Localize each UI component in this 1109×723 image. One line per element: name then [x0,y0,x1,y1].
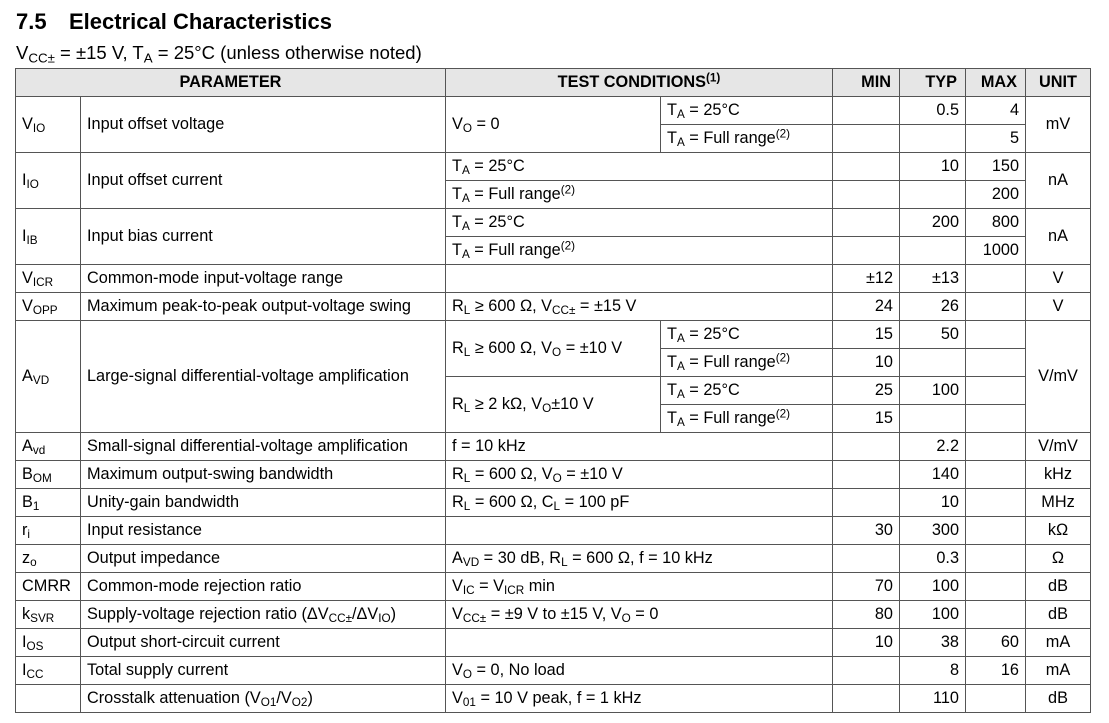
header-test-conditions: TEST CONDITIONS$^{(1)}$ [446,69,833,97]
unit-value: dB [1026,601,1091,629]
unit-value: MHz [1026,489,1091,517]
temp-condition: $T_A = 25^\circ C$ [661,321,833,349]
temp-condition: $T_A = 25^\circ C$ [661,97,833,125]
param-symbol: $I_{IB}$ [16,209,81,265]
table-row [16,461,1091,489]
min-value [833,433,900,461]
max-value [966,517,1026,545]
param-symbol: $V_{OPP}$ [16,293,81,321]
max-value [966,321,1026,349]
max-value: 150 [966,153,1026,181]
min-value: 80 [833,601,900,629]
min-value: 25 [833,377,900,405]
min-value [833,489,900,517]
test-condition: $R_L \ge 600$ Ω, $V_{CC\pm} = \pm 15$ V [446,293,833,321]
param-symbol: $z_o$ [16,545,81,573]
param-symbol: $A_{vd}$ [16,433,81,461]
param-symbol: $I_{OS}$ [16,629,81,657]
min-value: 15 [833,321,900,349]
param-symbol: $V_{ICR}$ [16,265,81,293]
unit-value: kHz [1026,461,1091,489]
temp-condition: $T_A$ = Full range$^{(2)}$ [661,125,833,153]
param-description: Common-mode rejection ratio [81,573,446,601]
test-condition: $R_L = 600$ Ω, $C_L = 100$ pF [446,489,833,517]
unit-value: mA [1026,657,1091,685]
section-title [16,9,332,35]
max-value [966,405,1026,433]
min-value [833,181,900,209]
param-symbol: $k_{SVR}$ [16,601,81,629]
table-row [16,321,1091,349]
max-value [966,433,1026,461]
param-symbol: $B_{OM}$ [16,461,81,489]
unit-value: dB [1026,573,1091,601]
typ-value: 140 [900,461,966,489]
min-value [833,125,900,153]
unit-value: V [1026,265,1091,293]
temp-condition: $T_A$ = Full range$^{(2)}$ [661,349,833,377]
max-value: 16 [966,657,1026,685]
temp-condition: $T_A = 25^\circ C$ [661,377,833,405]
max-value [966,293,1026,321]
param-description: Total supply current [81,657,446,685]
min-value: 70 [833,573,900,601]
min-value [833,97,900,125]
param-description: Crosstalk attenuation $(V_{O1}/V_{O2})$ [81,685,446,713]
typ-value [900,125,966,153]
global-conditions: $V_{CC\pm} = \pm 15$ V, $T_A = 25^\circ C$ (unless otherwise noted) [16,42,422,66]
table-row [16,573,1091,601]
param-description: Maximum peak-to-peak output-voltage swing [81,293,446,321]
typ-value: 100 [900,573,966,601]
typ-value: 100 [900,377,966,405]
min-value [833,237,900,265]
typ-value: 110 [900,685,966,713]
test-condition [446,265,833,293]
header-max: MAX [966,69,1026,97]
min-value: 10 [833,349,900,377]
table-row [16,657,1091,685]
max-value: 5 [966,125,1026,153]
typ-value [900,237,966,265]
unit-value: Ω [1026,545,1091,573]
table-row [16,433,1091,461]
typ-value: 10 [900,489,966,517]
header-parameter: PARAMETER [16,69,446,97]
table-row [16,293,1091,321]
max-value: 800 [966,209,1026,237]
max-value [966,349,1026,377]
min-value: 30 [833,517,900,545]
table-row [16,601,1091,629]
table-row [16,209,1091,237]
test-condition: $T_A$ = Full range$^{(2)}$ [446,237,833,265]
min-value [833,545,900,573]
param-symbol: $A_{VD}$ [16,321,81,433]
max-value: 60 [966,629,1026,657]
table-row [16,545,1091,573]
param-description: Input resistance [81,517,446,545]
typ-value: 2.2 [900,433,966,461]
max-value [966,489,1026,517]
typ-value [900,349,966,377]
param-description: Small-signal differential-voltage amplification [81,433,446,461]
param-description: Supply-voltage rejection ratio $(\Delta V_{CC\pm}/\Delta V_{IO})$ [81,601,446,629]
test-condition: $V_O = 0$ [446,97,661,153]
header-row [16,69,1091,97]
unit-value: mA [1026,629,1091,657]
unit-value: nA [1026,209,1091,265]
max-value [966,377,1026,405]
typ-value: 38 [900,629,966,657]
param-description: Output short-circuit current [81,629,446,657]
param-symbol: $I_{IO}$ [16,153,81,209]
param-symbol: $I_{CC}$ [16,657,81,685]
table-row [16,685,1091,713]
typ-value: 50 [900,321,966,349]
test-condition: $R_L \ge 2$ kΩ, $V_O\pm 10$ V [446,377,661,433]
min-value: 24 [833,293,900,321]
min-value [833,461,900,489]
param-symbol: $B_1$ [16,489,81,517]
unit-value: V/mV [1026,321,1091,433]
unit-value: mV [1026,97,1091,153]
table-row [16,265,1091,293]
test-condition: $T_A$ = Full range$^{(2)}$ [446,181,833,209]
typ-value: 26 [900,293,966,321]
table-row [16,629,1091,657]
typ-value: 200 [900,209,966,237]
param-description: Input offset voltage [81,97,446,153]
max-value: 200 [966,181,1026,209]
typ-value [900,181,966,209]
test-condition [446,629,833,657]
table-row [16,97,1091,125]
test-condition: $V_O = 0$, No load [446,657,833,685]
param-description: Common-mode input-voltage range [81,265,446,293]
header-typ: TYP [900,69,966,97]
unit-value: nA [1026,153,1091,209]
test-condition: $T_A = 25^\circ C$ [446,209,833,237]
unit-value: V/mV [1026,433,1091,461]
table-row [16,517,1091,545]
param-description: Maximum output-swing bandwidth [81,461,446,489]
unit-value: V [1026,293,1091,321]
max-value: 1000 [966,237,1026,265]
min-value [833,657,900,685]
table-row [16,153,1091,181]
table-row [16,489,1091,517]
test-condition: $V_{CC\pm} = \pm 9$ V to ±15 V, $V_O = 0$ [446,601,833,629]
header-unit: UNIT [1026,69,1091,97]
min-value: ±12 [833,265,900,293]
electrical-characteristics-table [15,68,1091,713]
typ-value [900,405,966,433]
param-description: Unity-gain bandwidth [81,489,446,517]
min-value: 10 [833,629,900,657]
max-value [966,545,1026,573]
max-value [966,265,1026,293]
section-number: 7.5 [16,9,47,34]
section-heading: Electrical Characteristics [69,9,332,34]
header-min: MIN [833,69,900,97]
param-symbol: CMRR [16,573,81,601]
param-symbol: $r_i$ [16,517,81,545]
param-symbol: $V_{IO}$ [16,97,81,153]
test-condition: $A_{VD} = 30$ dB, $R_L = 600$ Ω, f = 10 kHz [446,545,833,573]
test-condition: $R_L = 600$ Ω, $V_O = \pm 10$ V [446,461,833,489]
min-value [833,685,900,713]
test-condition: $V_{01} = 10$ V peak, f = 1 kHz [446,685,833,713]
test-condition [446,517,833,545]
unit-value: kΩ [1026,517,1091,545]
max-value [966,573,1026,601]
temp-condition: $T_A$ = Full range$^{(2)}$ [661,405,833,433]
typ-value: 8 [900,657,966,685]
test-condition: $V_{IC} = V_{ICR}$ min [446,573,833,601]
min-value: 15 [833,405,900,433]
min-value [833,153,900,181]
unit-value: dB [1026,685,1091,713]
typ-value: 100 [900,601,966,629]
max-value: 4 [966,97,1026,125]
param-description: Output impedance [81,545,446,573]
param-symbol [16,685,81,713]
max-value [966,461,1026,489]
test-condition: $R_L \ge 600$ Ω, $V_O = \pm 10$ V [446,321,661,377]
typ-value: 10 [900,153,966,181]
typ-value: 0.3 [900,545,966,573]
param-description: Input offset current [81,153,446,209]
typ-value: ±13 [900,265,966,293]
test-condition: f = 10 kHz [446,433,833,461]
param-description: Input bias current [81,209,446,265]
typ-value: 300 [900,517,966,545]
typ-value: 0.5 [900,97,966,125]
test-condition: $T_A = 25^\circ C$ [446,153,833,181]
max-value [966,601,1026,629]
max-value [966,685,1026,713]
param-description: Large-signal differential-voltage amplification [81,321,446,433]
min-value [833,209,900,237]
